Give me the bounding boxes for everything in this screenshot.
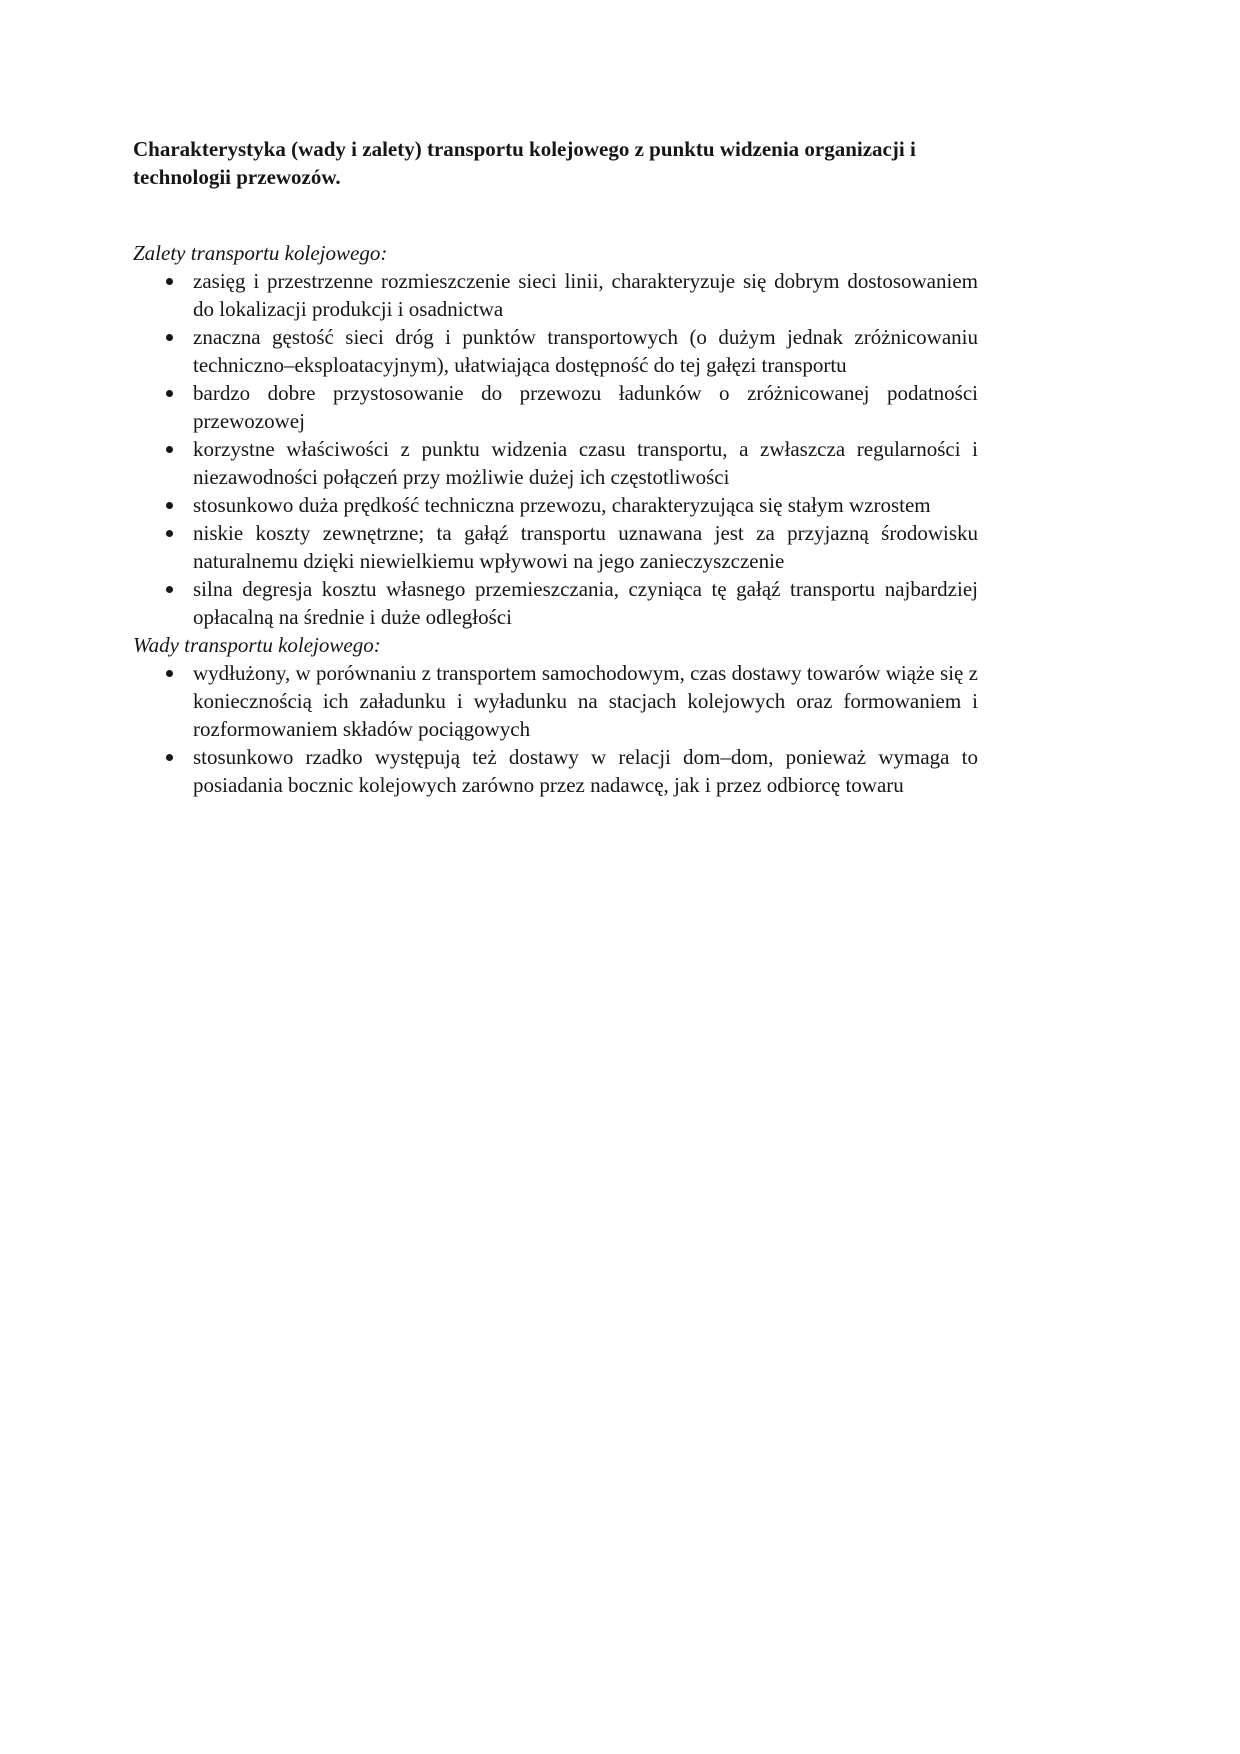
list-item: bardzo dobre przystosowanie do przewozu ładunków o zróżnicowanej podatności przewozowej [133,379,978,435]
wady-list [133,659,978,799]
list-item: wydłużony, w porównaniu z transportem samochodowym, czas dostawy towarów wiąże się z koniecznością ich załadunku i wyładunku na stacjach kolejowych oraz formowaniem i rozformowaniem składów pociągowych [133,659,978,743]
list-item: stosunkowo duża prędkość techniczna przewozu, charakteryzująca się stałym wzrostem [133,491,978,519]
list-item: silna degresja kosztu własnego przemieszczania, czyniąca tę gałąź transportu najbardziej opłacalną na średnie i duże odległości [133,575,978,631]
section-heading-wady: Wady transportu kolejowego: [133,633,381,657]
list-item: zasięg i przestrzenne rozmieszczenie sieci linii, charakteryzuje się dobrym dostosowaniem do lokalizacji produkcji i osadnictwa [133,267,978,323]
list-item: znaczna gęstość sieci dróg i punktów transportowych (o dużym jednak zróżnicowaniu techniczno–eksploatacyjnym), ułatwiająca dostępność do tej gałęzi transportu [133,323,978,379]
list-item: stosunkowo rzadko występują też dostawy w relacji dom–dom, ponieważ wymaga to posiadania bocznic kolejowych zarówno przez nadawcę, jak i przez odbiorcę towaru [133,743,978,799]
section-heading-zalety: Zalety transportu kolejowego: [133,241,388,265]
list-item: korzystne właściwości z punktu widzenia czasu transportu, a zwłaszcza regularności i niezawodności połączeń przy możliwie dużej ich częstotliwości [133,435,978,491]
list-item: niskie koszty zewnętrzne; ta gałąź transportu uznawana jest za przyjazną środowisku naturalnemu dzięki niewielkiemu wpływowi na jego zanieczyszczenie [133,519,978,575]
document-title: Charakterystyka (wady i zalety) transportu kolejowego z punktu widzenia organizacji i technologii przewozów. [133,137,916,189]
zalety-list [133,267,978,631]
